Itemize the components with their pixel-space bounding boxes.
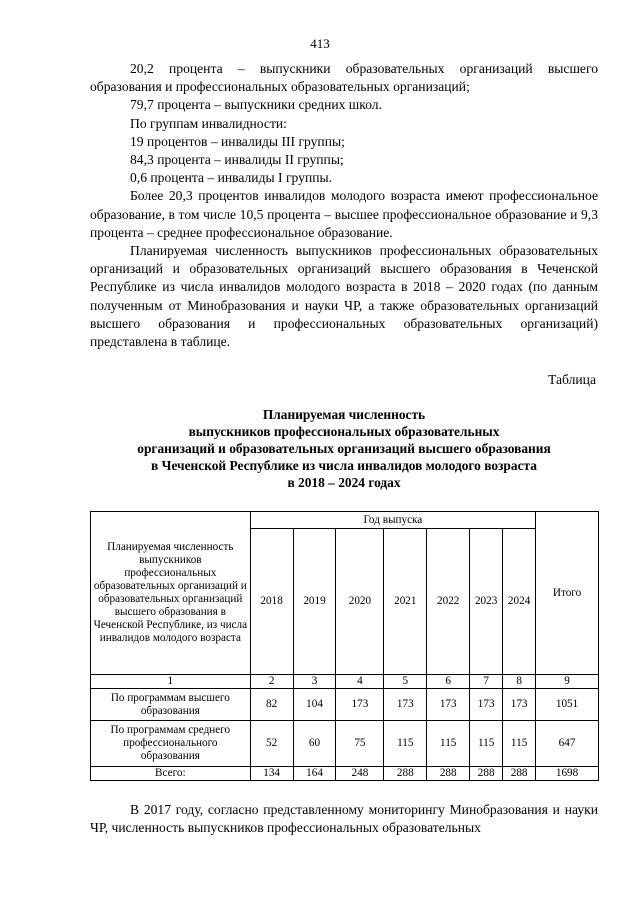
body-text — [90, 60, 598, 351]
column-number: 2 — [250, 675, 293, 689]
cell-value: 134 — [250, 767, 293, 781]
paragraph-group-2: 84,3 процента – инвалиды II группы; — [130, 152, 344, 168]
cell-total: 1698 — [536, 767, 599, 781]
year-group-header: Год выпуска — [250, 512, 535, 529]
paragraph-closing: В 2017 году, согласно представленному мониторингу Минобразования и науки ЧР, численность выпускников профессиональных образовательных — [90, 802, 598, 836]
cell-value: 115 — [427, 721, 470, 767]
column-number: 7 — [470, 675, 503, 689]
paragraph-graduates-school: 79,7 процента – выпускники средних школ. — [130, 97, 382, 113]
column-number-row — [91, 675, 599, 689]
cell-value: 288 — [427, 767, 470, 781]
paragraph-group-3: 19 процентов – инвалиды III группы; — [130, 133, 345, 149]
table-title-line: в 2018 – 2024 годах — [287, 475, 401, 490]
year-header: 2023 — [470, 529, 503, 675]
cell-value: 82 — [250, 689, 293, 721]
cell-value: 115 — [384, 721, 427, 767]
cell-value: 104 — [293, 689, 336, 721]
graduates-table — [90, 511, 599, 781]
column-number: 1 — [91, 675, 251, 689]
cell-value: 173 — [427, 689, 470, 721]
cell-value: 288 — [503, 767, 536, 781]
year-header: 2024 — [503, 529, 536, 675]
cell-value: 173 — [384, 689, 427, 721]
row-label: По программам среднего профессионального образования — [91, 721, 251, 767]
year-header: 2022 — [427, 529, 470, 675]
table-title-line: организаций и образовательных организаций высшего образования — [137, 441, 551, 456]
table-title-line: выпускников профессиональных образовательных — [188, 424, 500, 439]
paragraph-professional-education: Более 20,3 процентов инвалидов молодого возраста имеют профессиональное образование, в том числе 10,5 процента – высшее профессиональное образование и 9,3 процента – среднее профессиональное образование. — [90, 188, 598, 240]
cell-value: 288 — [384, 767, 427, 781]
cell-value: 173 — [336, 689, 384, 721]
cell-value: 115 — [470, 721, 503, 767]
paragraph-disability-groups: По группам инвалидности: — [130, 115, 287, 131]
table-title-line: Планируемая численность — [262, 407, 426, 422]
cell-total: 647 — [536, 721, 599, 767]
cell-value: 248 — [336, 767, 384, 781]
column-number: 6 — [427, 675, 470, 689]
column-number: 5 — [384, 675, 427, 689]
table-row — [91, 689, 599, 721]
year-header: 2021 — [384, 529, 427, 675]
year-header: 2019 — [293, 529, 336, 675]
paragraph-group-1: 0,6 процента – инвалиды I группы. — [130, 170, 333, 186]
paragraph-graduates-higher: 20,2 процента – выпускники образовательных организаций высшего образования и профессиональных образовательных организаций; — [90, 61, 598, 95]
row-label: Всего: — [91, 767, 251, 781]
cell-value: 52 — [250, 721, 293, 767]
column-number: 8 — [503, 675, 536, 689]
column-number: 4 — [336, 675, 384, 689]
table-title — [90, 406, 598, 491]
column-number: 3 — [293, 675, 336, 689]
table-label: Таблица — [548, 372, 596, 387]
year-header: 2020 — [336, 529, 384, 675]
row-header-cell: Планируемая численность выпускников профессиональных образовательных организаций и образовательных организаций высшего образования в Чеченской Республике, из числа инвалидов молодого возраста — [91, 512, 251, 675]
table-title-line: в Чеченской Республике из числа инвалидов молодого возраста — [151, 458, 537, 473]
year-header: 2018 — [250, 529, 293, 675]
cell-value: 164 — [293, 767, 336, 781]
paragraph-planned-graduates: Планируемая численность выпускников профессиональных образовательных организаций и образовательных организаций высшего образования в Чеченской Республике из числа инвалидов молодого возраста в 2018 – 2020 годах (по данным полученным от Минобразования и науки ЧР, а также образовательных организаций высшего образования и профессиональных образовательных организаций) представлена в таблице. — [90, 243, 598, 350]
row-label: По программам высшего образования — [91, 689, 251, 721]
closing-text — [90, 801, 598, 837]
cell-value: 288 — [470, 767, 503, 781]
cell-value: 115 — [503, 721, 536, 767]
cell-value: 173 — [503, 689, 536, 721]
column-number: 9 — [536, 675, 599, 689]
cell-value: 75 — [336, 721, 384, 767]
page-number: 413 — [310, 36, 330, 51]
cell-value: 60 — [293, 721, 336, 767]
total-header: Итого — [536, 512, 599, 675]
table-row — [91, 767, 599, 781]
cell-value: 173 — [470, 689, 503, 721]
table-row — [91, 721, 599, 767]
cell-total: 1051 — [536, 689, 599, 721]
